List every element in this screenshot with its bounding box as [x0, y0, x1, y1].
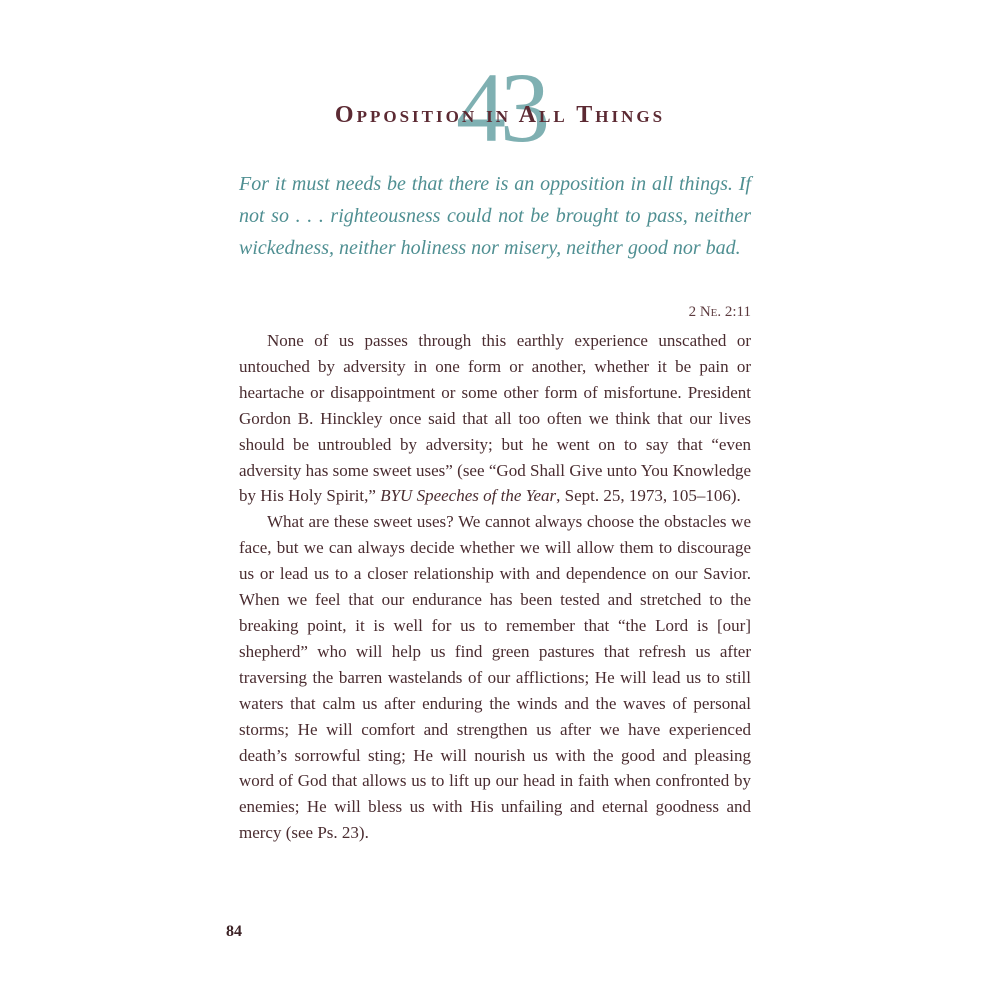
- paragraph: What are these sweet uses? We cannot always choose the obstacles we face, but we can always decide whether we will allow them to discourage us or lead us to a closer relationship with and dependence on our Savior. When we feel that our endurance has been tested and stretched to the breaking point, it is well for us to remember that “the Lord is [our] shepherd” who will help us find green pastures that refresh us after traversing the barren wastelands of our afflictions; He will lead us to still waters that calm us after enduring the winds and the waves of personal storms; He will comfort and strengthen us after we have experienced death’s sorrowful sting; He will nourish us with the good and pleasing word of God that allows us to lift up our head in faith when confronted by enemies; He will bless us with His unfailing and eternal goodness and mercy (see Ps. 23).: [239, 512, 751, 843]
- chapter-number: 43: [456, 52, 544, 163]
- paragraph-text: None of us passes through this earthly experience unscathed or untouched by adversity in one form or another, whether it be pain or heartache or disappointment or some other form of misfortune. President Gordon B. Hinckley once said that all too often we think that our lives should be untroubled by adversity; but he went on to say that “even adversity has some sweet uses” (see “God Shall Give unto You Knowledge by His Holy Spirit,”: [239, 331, 751, 506]
- epigraph-quote: For it must needs be that there is an opposition in all things. If not so . . . righteousness could not be brought to pass, neither wickedness, neither holiness nor misery, neither good nor bad.: [239, 173, 751, 259]
- page-number: 84: [226, 923, 242, 940]
- paragraph-text: , Sept. 25, 1973, 105–106).: [556, 486, 741, 506]
- paragraph: [239, 328, 751, 509]
- chapter-title: Opposition in All Things: [334, 102, 666, 128]
- epigraph-citation: 2 Ne. 2:11: [688, 304, 751, 320]
- source-title: BYU Speeches of the Year: [380, 486, 557, 506]
- body-text: [239, 328, 751, 846]
